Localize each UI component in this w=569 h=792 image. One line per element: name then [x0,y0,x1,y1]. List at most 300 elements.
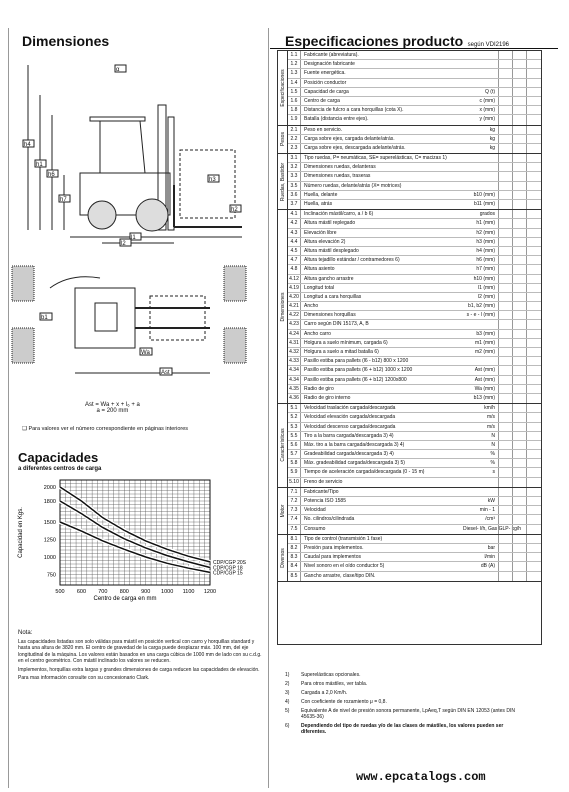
spec-row-label: Dimensiones ruedas, delanteras [304,164,376,171]
spec-value-cell [499,69,513,77]
spec-value-cell [499,553,513,561]
spec-value-cell [499,366,513,374]
spec-row [288,515,541,524]
spec-row-label: Velocidad descenso cargada/descargada [304,423,396,430]
spec-value-cell [513,506,527,514]
svg-text:b1: b1 [41,315,48,321]
spec-value-cell [499,404,513,412]
spec-value-cell [513,182,527,190]
spec-row-unit: km/h [463,404,499,412]
spec-value-cell [513,385,527,393]
spec-value-cell [527,339,541,347]
svg-text:h6: h6 [48,172,55,178]
x-tick-label: 1000 [161,589,174,595]
spec-row [288,525,541,534]
spec-value-cell [499,182,513,190]
spec-value-cell [513,275,527,283]
spec-row-unit [463,535,499,543]
spec-value-cell [499,210,513,218]
spec-row-label: Ancho [304,303,319,310]
spec-value-cell [513,265,527,273]
spec-value-cell [499,459,513,467]
spec-row-label: Ancho carro [304,330,331,337]
svg-text:Ast: Ast [161,370,170,376]
spec-value-cell [513,51,527,59]
x-tick-label: 900 [141,589,151,595]
spec-row [288,506,541,515]
footnote-text: Con coeficiente de rozamiento μ = 0,8. [301,699,387,705]
spec-value-cell [513,60,527,68]
spec-row-number: 3.7 [288,200,301,209]
svg-text:h2: h2 [231,207,238,213]
spec-row-label: Potencia ISO 1585 [304,498,346,504]
top-view-drawing [10,258,260,388]
spec-row [288,544,541,553]
capacities-title: Capacidades [18,450,99,465]
spec-row-unit: h7 (mm) [463,265,499,273]
spec-row-label: Fabricante/Tipo [304,488,339,495]
spec-row [288,229,541,238]
spec-value-cell [513,144,527,153]
spec-value-cell [527,275,541,283]
spec-row [288,247,541,256]
spec-row-number: 8.2 [288,544,301,552]
spec-value-cell [513,432,527,440]
spec-row [288,284,541,293]
spec-value-cell [499,544,513,552]
spec-value-cell [499,330,513,338]
spec-section-name: Características [279,428,286,463]
spec-subtitle: según VDI2196 [467,42,509,48]
spec-value-cell [513,553,527,561]
spec-section-name: Pesos [279,132,286,147]
spec-row-number: 4.34 [288,376,301,384]
spec-row-unit: /cm³ [463,515,499,523]
spec-value-cell [513,572,527,581]
spec-row-unit: h3 (mm) [463,238,499,246]
spec-value-cell [527,553,541,561]
spec-value-cell [513,69,527,77]
spec-row [288,348,541,357]
spec-row [288,459,541,468]
spec-value-cell [527,311,541,319]
spec-row-unit: % [463,459,499,467]
spec-row-unit: c (mm) [463,97,499,105]
spec-value-cell [513,450,527,458]
spec-row-label: Holgura a suelo a mitad batalla 6) [304,349,379,355]
spec-row-label: Caudal para implementos [304,554,361,561]
spec-row-unit [463,60,499,68]
spec-value-cell [499,126,513,134]
spec-value-cell [513,357,527,365]
spec-row-unit: b13 (mm) [463,394,499,403]
spec-row-number: 3.1 [288,154,301,162]
spec-row-label: Huella, delante [304,191,338,198]
y-tick-label: 750 [46,572,56,579]
spec-value-cell [499,79,513,87]
spec-value-cell [513,284,527,292]
spec-row-unit: min - 1 [463,506,499,514]
spec-row-number: 1.2 [288,60,301,68]
spec-row [288,553,541,562]
spec-row-label: Carga sobre ejes, cargada delante/atrás. [304,135,395,142]
spec-row-number: 4.1 [288,210,301,218]
spec-row-number: 4.12 [288,275,301,283]
spec-value-cell [499,238,513,246]
spec-value-cell [513,562,527,570]
spec-row-number: 5.2 [288,413,301,421]
spec-value-cell [527,302,541,310]
spec-value-cell [513,525,527,534]
formula-a: a = 200 mm [96,408,129,414]
spec-value-cell [527,154,541,162]
spec-row-label: Altura tejadillo estándar / contramedores 6) [304,257,400,264]
spec-value-cell [499,265,513,273]
spec-row-number: 4.2 [288,219,301,227]
spec-value-cell [513,535,527,543]
x-tick-label: 800 [119,589,129,595]
x-tick-label: 1200 [203,589,217,595]
spec-value-cell [513,497,527,505]
spec-row-number: 4.20 [288,293,301,301]
spec-row [288,182,541,191]
spec-value-cell [513,293,527,301]
spec-value-cell [513,515,527,523]
spec-value-cell [513,163,527,171]
spec-value-cell [513,115,527,124]
spec-row-label: Centro de carga [304,97,340,104]
spec-row-unit: h2 (mm) [463,229,499,237]
spec-row-label: Holgura a suelo mínimum, cargada 6) [304,339,388,346]
spec-value-cell [513,459,527,467]
spec-value-cell [499,497,513,505]
spec-value-cell [527,229,541,237]
spec-value-cell [499,488,513,496]
spec-section [278,488,541,535]
spec-value-cell [513,468,527,476]
spec-row-unit [463,51,499,59]
spec-row-unit: Diesel- l/h, Gas GLP- kg/h [463,525,499,534]
footnote-text: Equivalente A de nivel de presión sonora permanente, LpAeq,T según DIN EN 12053 (antes DIN 45635-36) [301,708,515,720]
spec-value-cell [499,413,513,421]
spec-section [278,154,541,210]
y-tick-label: 1000 [43,555,56,561]
spec-row-label: Nivel sonoro en el oído conductor 5) [304,563,385,570]
spec-row-label: Inclinación mástil/carro, a / b 6) [304,211,374,218]
spec-section-name: Motor [279,504,286,518]
spec-value-cell [527,106,541,114]
spec-value-cell [499,60,513,68]
x-tick-label: 1100 [182,589,195,595]
spec-value-cell [499,432,513,440]
series-label: CDP/CGP 18 [213,565,243,572]
spec-row [288,200,541,209]
footnote-number: 4) [285,699,290,705]
capacities-subtitle: a diferentes centros de carga [18,466,102,472]
spec-value-cell [527,488,541,496]
spec-row-number: 1.5 [288,88,301,96]
spec-row [288,394,541,403]
spec-value-cell [527,535,541,543]
spec-row [288,535,541,544]
footnote-text: Dependiendo del tipo de ruedas y/o de las clases de mástiles, los valores pueden ser diferentes. [301,723,504,735]
spec-value-cell [513,256,527,264]
capacity-chart [10,475,246,615]
spec-row [288,154,541,163]
spec-row [288,468,541,477]
spec-value-cell [499,385,513,393]
x-axis-label: Centro de carga en mm [93,596,157,602]
spec-value-cell [513,106,527,114]
spec-row [288,69,541,78]
spec-row-label: No. cilindros/cilindrada [304,516,355,523]
spec-row [288,311,541,320]
spec-row-unit: h4 (mm) [463,247,499,255]
spec-row-unit [463,79,499,87]
spec-value-cell [513,219,527,227]
spec-value-cell [513,320,527,328]
spec-value-cell [513,311,527,319]
spec-row-unit: Ast (mm) [463,376,499,384]
svg-text:h1: h1 [36,162,43,168]
spec-row-label: Posición conductor [304,79,347,86]
spec-value-cell [527,413,541,421]
spec-row [288,265,541,274]
spec-row-number: 1.1 [288,51,301,59]
spec-value-cell [527,385,541,393]
spec-row-number: 4.33 [288,357,301,365]
spec-value-cell [499,376,513,384]
spec-value-cell [513,229,527,237]
spec-value-cell [499,51,513,59]
series-label: CDP/CGP 20S [213,559,246,566]
spec-value-cell [527,450,541,458]
spec-value-cell [527,394,541,403]
notes-p2: Implementos, horquillas extra largas y grandes dimensiones de carga reducen las capacidades de elevación. [18,666,260,673]
spec-row-number: 8.5 [288,572,301,581]
spec-row [288,478,541,487]
footnote-text: Para otros mástiles, ver tabla. [301,681,368,687]
spec-row-unit: x (mm) [463,106,499,114]
spec-row-number: 7.4 [288,515,301,523]
footnote [285,690,525,696]
footnote-text: Cargada a 2,0 Km/h. [301,690,348,696]
spec-row-label: Máx. gradeabilidad cargada/descargada 3) 5) [304,460,405,467]
spec-row-label: Capacidad de carga [304,88,349,95]
spec-row-number: 4.22 [288,311,301,319]
spec-value-cell [527,404,541,412]
spec-row-unit: Wa (mm) [463,385,499,393]
spec-value-cell [527,432,541,440]
spec-row [288,488,541,497]
spec-value-cell [499,115,513,124]
spec-row [288,97,541,106]
spec-value-cell [513,394,527,403]
spec-value-cell [527,376,541,384]
spec-value-cell [513,172,527,180]
spec-row-number: 4.8 [288,265,301,273]
spec-value-cell [513,488,527,496]
spec-row-unit: l2 (mm) [463,293,499,301]
spec-row-number: 1.6 [288,97,301,105]
spec-row [288,450,541,459]
spec-row [288,163,541,172]
spec-value-cell [513,191,527,199]
spec-row-unit: b11 (mm) [463,200,499,209]
spec-value-cell [499,256,513,264]
spec-row [288,432,541,441]
spec-value-cell [527,468,541,476]
spec-value-cell [527,219,541,227]
spec-row-unit: kg [463,144,499,153]
spec-row-unit: y (mm) [463,115,499,124]
spec-value-cell [513,348,527,356]
spec-row-label: Gancho arrastre, clase/tipo DIN. [304,572,376,579]
spec-row-number: 8.4 [288,562,301,570]
spec-row [288,172,541,181]
spec-row-unit: % [463,450,499,458]
spec-value-cell [499,562,513,570]
spec-value-cell [527,478,541,487]
spec-value-cell [513,97,527,105]
spec-value-cell [513,339,527,347]
spec-value-cell [513,200,527,209]
spec-value-cell [499,97,513,105]
spec-section [278,51,541,126]
spec-value-cell [499,200,513,209]
footnote-number: 1) [285,672,290,678]
spec-value-cell [513,135,527,143]
spec-row-unit: Q (t) [463,88,499,96]
spec-row-unit: N [463,432,499,440]
spec-row-label: Radio de giro interno [304,394,351,401]
spec-row-unit: dB (A) [463,562,499,570]
dims-note: ❑ Para valores ver el número correspondiente en páginas interiores [22,426,189,432]
spec-row-label: Máx. tiro a la barra cargada/descargada 3) 4) [304,441,405,448]
spec-row [288,497,541,506]
spec-row-number: 5.5 [288,432,301,440]
spec-value-cell [527,357,541,365]
footnote [285,723,525,735]
spec-row-unit: kg [463,135,499,143]
spec-row-label: Pasillo estiba para pallets (l6 - b12) 800 x 1200 [304,358,409,365]
spec-value-cell [527,293,541,301]
spec-value-cell [499,535,513,543]
spec-row-label: Consumo [304,525,326,532]
spec-value-cell [499,191,513,199]
spec-value-cell [499,311,513,319]
spec-row [288,562,541,571]
footnote-number: 5) [285,708,290,714]
spec-value-cell [527,330,541,338]
spec-value-cell [499,506,513,514]
formula-ast: Ast = Wa + x + l₆ + a [85,402,140,408]
spec-row-number: 3.2 [288,163,301,171]
spec-row-unit: s - e - l (mm) [463,311,499,319]
spec-value-cell [499,219,513,227]
spec-value-cell [499,293,513,301]
spec-value-cell [513,423,527,431]
svg-text:h4: h4 [24,142,31,148]
spec-row-label: Altura gancho arrastre [304,275,354,282]
spec-row-number: 5.10 [288,478,301,487]
spec-row-unit [463,357,499,365]
spec-section-name: Ruedas, Bastidor [279,162,286,201]
spec-value-cell [527,51,541,59]
spec-row-number: 5.9 [288,468,301,476]
spec-row-label: Fabricante (abreviatura). [304,52,359,58]
spec-row-number: 4.3 [288,229,301,237]
spec-row-unit: grados [463,210,499,218]
spec-row-label: Velocidad [304,507,326,514]
spec-value-cell [499,135,513,143]
footnote [285,699,525,705]
spec-row-unit: m/s [463,423,499,431]
svg-text:h7: h7 [60,197,67,203]
spec-row-label: Altura elevación 2) [304,238,346,245]
spec-value-cell [527,191,541,199]
spec-value-cell [527,69,541,77]
spec-row-label: Velocidad traslación cargada/descargada [304,405,396,412]
spec-row-unit: m2 (mm) [463,348,499,356]
spec-row-number: 3.3 [288,172,301,180]
spec-value-cell [499,394,513,403]
spec-value-cell [499,275,513,283]
spec-row-number: 5.1 [288,404,301,412]
spec-row [288,366,541,375]
spec-title: Especificaciones producto [285,33,464,49]
spec-row-number: 4.32 [288,348,301,356]
spec-row-unit: N [463,441,499,449]
spec-row [288,330,541,339]
spec-value-cell [499,515,513,523]
spec-row-label: Longitud total [304,284,335,291]
spec-row [288,191,541,200]
spec-section-name: Dimensiones [279,292,286,322]
spec-value-cell [527,265,541,273]
spec-section [278,210,541,404]
footnote-number: 6) [285,723,290,729]
spec-value-cell [513,404,527,412]
spec-row-number: 2.3 [288,144,301,153]
spec-value-cell [499,525,513,534]
spec-value-cell [527,135,541,143]
spec-row-number: 4.4 [288,238,301,246]
spec-row [288,423,541,432]
spec-value-cell [513,210,527,218]
spec-value-cell [499,88,513,96]
spec-value-cell [527,126,541,134]
spec-row-unit: b10 (mm) [463,191,499,199]
spec-row [288,238,541,247]
spec-value-cell [527,506,541,514]
spec-value-cell [527,88,541,96]
spec-row-number: 1.8 [288,106,301,114]
spec-value-cell [513,376,527,384]
spec-row-unit: b1, b2 (mm) [463,302,499,310]
spec-row-unit: h1 (mm) [463,219,499,227]
y-tick-label: 2000 [43,485,56,491]
x-tick-label: 700 [98,589,108,595]
spec-row-unit: kW [463,497,499,505]
spec-row [288,413,541,422]
spec-row [288,144,541,153]
spec-value-cell [499,468,513,476]
spec-row [288,60,541,69]
spec-row-unit [463,478,499,487]
spec-value-cell [499,163,513,171]
spec-value-cell [513,330,527,338]
